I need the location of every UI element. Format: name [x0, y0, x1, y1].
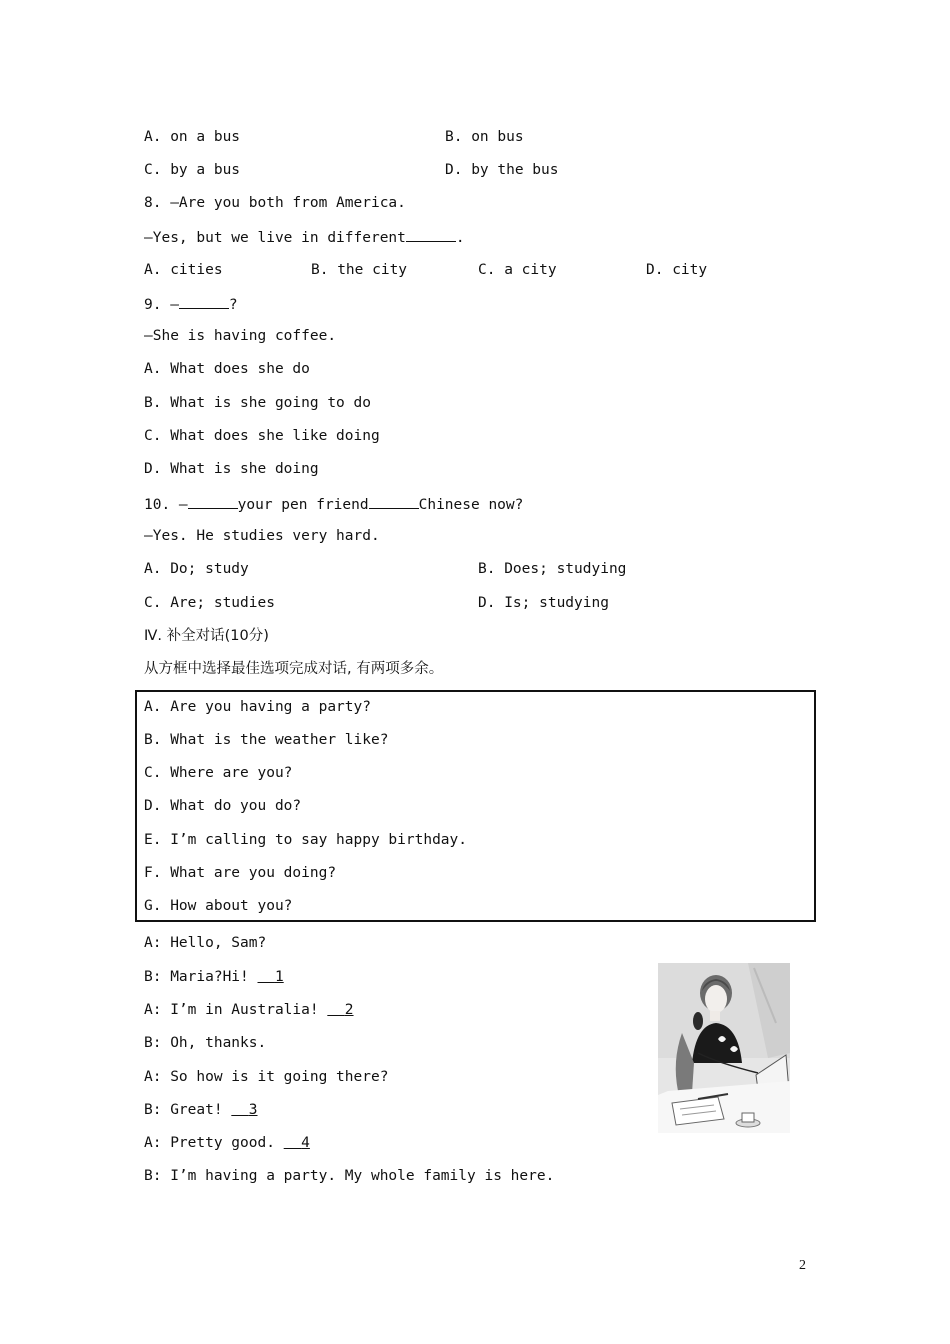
blank-number: 4 — [301, 1135, 310, 1151]
box-option-c: C. Where are you? — [144, 765, 293, 781]
q7-option-b: B. on bus — [445, 129, 524, 145]
box-option-g: G. How about you? — [144, 898, 293, 914]
q8-reply-text: —Yes, but we live in different — [144, 230, 406, 246]
dialogue-line: B: I’m having a party. My whole family is here. — [144, 1168, 555, 1184]
q9-stem-end: ? — [228, 297, 238, 313]
answer-blank-4 — [284, 1135, 310, 1151]
box-option-a: A. Are you having a party? — [144, 699, 371, 715]
dialogue-line — [144, 968, 284, 986]
q10-option-c: C. Are; studies — [144, 595, 275, 611]
answer-blank-3 — [231, 1102, 257, 1118]
dialogue-text: A: Pretty good. — [144, 1135, 284, 1151]
q8-option-a: A. cities — [144, 262, 223, 278]
q9-option-d: D. What is she doing — [144, 461, 319, 477]
dialogue-line — [144, 1134, 310, 1152]
box-option-e: E. I’m calling to say happy birthday. — [144, 832, 468, 848]
section-heading: Ⅳ. 补全对话(10分) — [144, 628, 269, 644]
q8-option-b: B. the city — [311, 262, 408, 278]
q9-option-a: A. What does she do — [144, 361, 310, 377]
answer-blank — [188, 494, 238, 509]
answer-blank — [179, 294, 229, 309]
q10-option-a: A. Do; study — [144, 561, 249, 577]
q9-stem-text: 9. — — [144, 297, 179, 313]
q8-stem: 8. —Are you both from America. — [144, 195, 406, 211]
q7-option-a: A. on a bus — [144, 129, 241, 145]
q8-option-c: C. a city — [478, 262, 557, 278]
dialogue-line: B: Oh, thanks. — [144, 1035, 267, 1051]
blank-number: 3 — [248, 1102, 258, 1118]
q10-reply: —Yes. He studies very hard. — [144, 528, 380, 544]
q9-option-b: B. What is she going to do — [144, 395, 371, 411]
dialogue-line: A: Hello, Sam? — [144, 935, 267, 951]
answer-blank-2 — [327, 1002, 353, 1018]
q8-reply-end: . — [455, 230, 465, 246]
blank-number: 2 — [344, 1002, 354, 1018]
page-number: 2 — [799, 1258, 806, 1273]
q10-stem-mid: your pen friend — [237, 497, 369, 513]
blank-number: 1 — [274, 969, 284, 985]
q10-option-d: D. Is; studying — [478, 595, 609, 611]
dialogue-line — [144, 1001, 354, 1019]
q7-option-c: C. by a bus — [144, 162, 241, 178]
answer-blank — [406, 227, 456, 242]
q10-stem-end: Chinese now? — [418, 497, 524, 513]
q7-option-d: D. by the bus — [445, 162, 559, 178]
q10-stem — [144, 494, 523, 514]
q9-option-c: C. What does she like doing — [144, 428, 380, 444]
dialogue-text: B: Great! — [144, 1102, 232, 1118]
q9-stem — [144, 294, 238, 314]
dialogue-text: B: Maria?Hi! — [144, 969, 258, 985]
q8-option-d: D. city — [646, 262, 708, 278]
dialogue-line: A: So how is it going there? — [144, 1069, 389, 1085]
q10-option-b: B. Does; studying — [478, 561, 627, 577]
q8-reply — [144, 227, 465, 247]
q10-stem-text: 10. — — [144, 497, 188, 513]
section-instruction: 从方框中选择最佳选项完成对话, 有两项多余。 — [144, 661, 444, 677]
box-option-f: F. What are you doing? — [144, 865, 337, 881]
answer-blank-1 — [258, 969, 284, 985]
woman-on-phone-illustration — [658, 963, 790, 1133]
box-option-d: D. What do you do? — [144, 798, 302, 814]
dialogue-text: A: I’m in Australia! — [144, 1002, 328, 1018]
answer-blank — [369, 494, 419, 509]
q9-reply: —She is having coffee. — [144, 328, 337, 344]
box-option-b: B. What is the weather like? — [144, 732, 389, 748]
dialogue-line — [144, 1101, 258, 1119]
